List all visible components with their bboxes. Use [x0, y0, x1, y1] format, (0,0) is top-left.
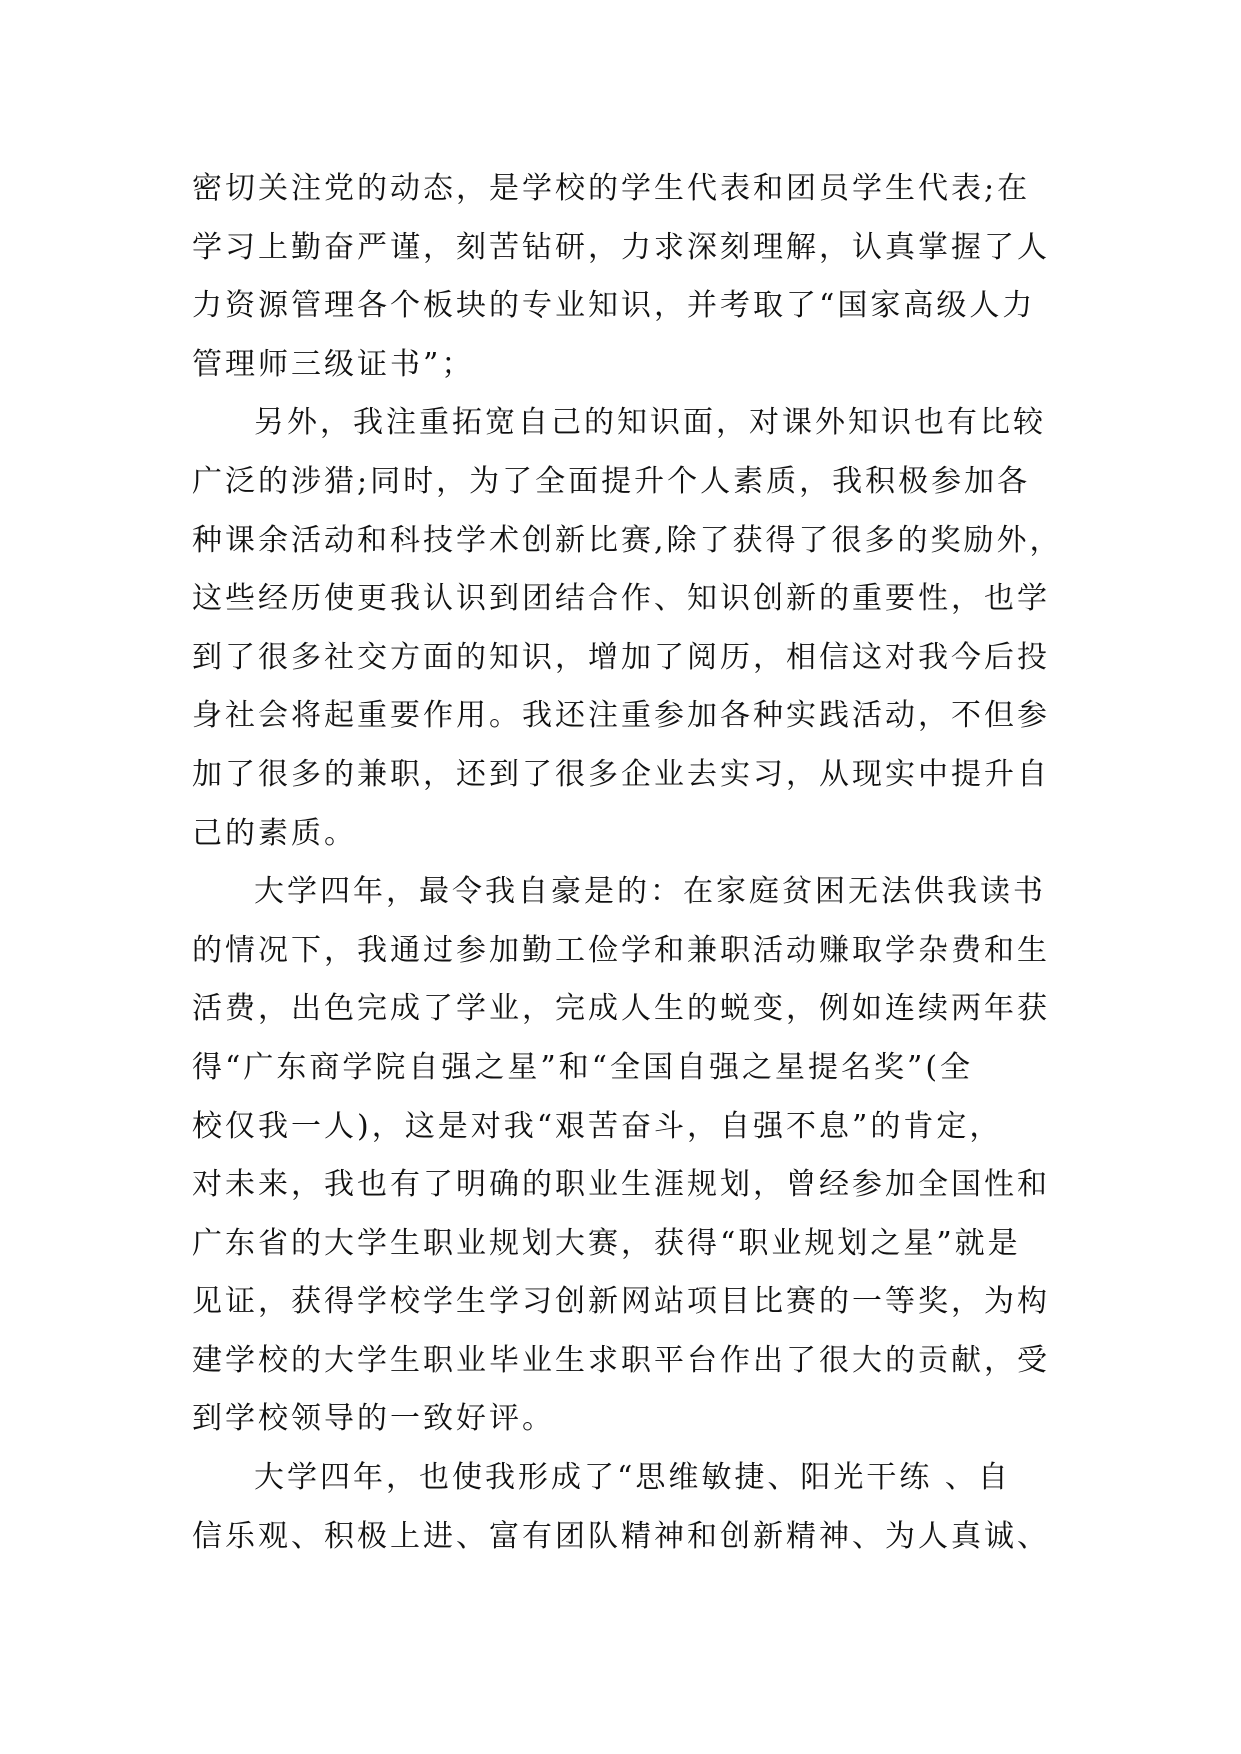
text-line: 身社会将起重要作用。我还注重参加各种实践活动，不但参	[192, 698, 1050, 734]
paragraph-3	[192, 863, 1072, 1449]
text-line: 得“广东商学院自强之星”和“全国自强之星提名奖”(全	[192, 1049, 974, 1085]
text-line: 的情况下，我通过参加勤工俭学和兼职活动赚取学杂费和生	[192, 932, 1050, 968]
text-line: 广东省的大学生职业规划大赛，获得“职业规划之星”就是	[192, 1225, 1021, 1261]
paragraph-4	[192, 1449, 1072, 1566]
text-line: 密切关注党的动态，是学校的学生代表和团员学生代表;在	[192, 171, 1031, 206]
text-line: 信乐观、积极上进、富有团队精神和创新精神、为人真诚、	[192, 1518, 1050, 1554]
text-line: 校仅我一人)，这是对我“艰苦奋斗，自强不息”的肯定，	[192, 1108, 1003, 1144]
text-line: 管理师三级证书”；	[192, 346, 475, 382]
text-line: 另外，我注重拓宽自己的知识面，对课外知识也有比较	[254, 405, 1046, 441]
text-line: 学习上勤奋严谨，刻苦钻研，力求深刻理解，认真掌握了人	[192, 229, 1050, 265]
text-line: 对未来，我也有了明确的职业生涯规划，曾经参加全国性和	[192, 1167, 1050, 1203]
text-line: 力资源管理各个板块的专业知识，并考取了“国家高级人力	[192, 288, 1036, 324]
text-line: 加了很多的兼职，还到了很多企业去实习，从现实中提升自	[192, 756, 1050, 792]
body-text	[192, 160, 1072, 1566]
text-line: 大学四年，也使我形成了“思维敏捷、阳光干练 、自	[254, 1460, 1011, 1496]
text-line: 到学校领导的一致好评。	[192, 1401, 555, 1437]
text-line: 建学校的大学生职业毕业生求职平台作出了很大的贡献，受	[192, 1342, 1050, 1378]
text-line: 到了很多社交方面的知识，增加了阅历，相信这对我今后投	[192, 639, 1050, 675]
text-line: 广泛的涉猎;同时，为了全面提升个人素质，我积极参加各	[192, 463, 1031, 499]
text-line: 种课余活动和科技学术创新比赛,除了获得了很多的奖励外，	[192, 522, 1063, 558]
text-line: 这些经历使更我认识到团结合作、知识创新的重要性，也学	[192, 581, 1050, 617]
text-line: 见证，获得学校学生学习创新网站项目比赛的一等奖，为构	[192, 1284, 1050, 1320]
text-line: 大学四年，最令我自豪是的：在家庭贫困无法供我读书	[254, 874, 1046, 910]
paragraph-1	[192, 160, 1072, 394]
text-line: 己的素质。	[192, 815, 357, 851]
text-line: 活费，出色完成了学业，完成人生的蜕变，例如连续两年获	[192, 991, 1050, 1027]
paragraph-2	[192, 394, 1072, 863]
